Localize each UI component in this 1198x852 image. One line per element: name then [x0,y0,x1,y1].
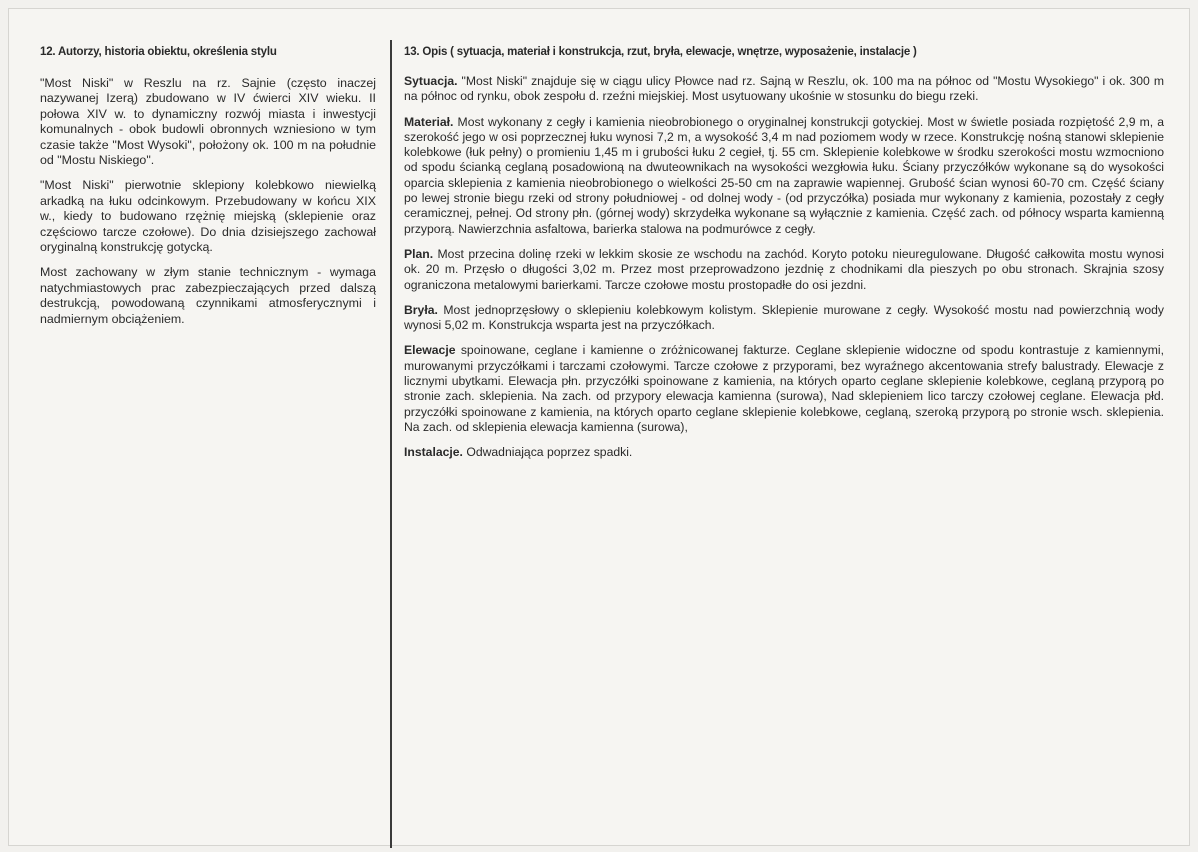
section-13-title: 13. Opis ( sytuacja, materiał i konstrukcja, rzut, bryła, elewacje, wnętrze, wyposażenie, instalacje ) [404,46,917,58]
situation-paragraph [404,74,1164,105]
history-paragraph-3: Most zachowany w złym stanie technicznym - wymaga natychmiastowych prac zabezpieczających przed dalszą destrukcją, powodowaną czynnikami atmosferycznymi i nadmiernym obciążeniem. [40,265,376,326]
section-12-title: 12. Autorzy, historia obiektu, określenia stylu [40,46,277,58]
elevations-text: spoinowane, ceglane i kamienne o zróżnicowanej fakturze. Ceglane sklepienie widoczne od spodu kontrastuje z kamiennymi, murowanymi przyczółkami i tarczami czołowymi. Tarcze czołowe z przyporami, bez wyraźnego akcentowania strefy balustrady. Elewacje z licznymi ubytkami. Elewacja płn. przyczółki spoinowane z kamienia, na których oparto ceglane sklepienie kolebkowe, ceglaną przyporą po stronie zach. sklepienia. Na zach. od przypory elewacja kamienna (surowa), Nad sklepieniem lico tarczy czołowej ceglane. Elewacja płd. przyczółki spoinowane z kamienia, na których oparto ceglane sklepienie kolebkowe, ceglaną, szeroką przyporą po stronie wsch. sklepienia. Na zach. od sklepienia elewacja kamienna (surowa), [404,343,1164,434]
installations-lead: Instalacje. [404,445,463,460]
situation-text: "Most Niski" znajduje się w ciągu ulicy Płowce nad rz. Sajną w Reszlu, ok. 100 ma na północ od "Mostu Wysokiego" i ok. 300 m na północ od rynku, obok zespołu d. rzeźni miejskiej. Most usytuowany ukośnie w stosunku do biegu rzeki. [404,74,1164,104]
plan-paragraph [404,247,1164,293]
form-lead: Bryła. [404,302,438,317]
installations-text: Odwadniająca poprzez spadki. [462,445,633,460]
column-divider [390,40,392,848]
history-paragraph-1: "Most Niski" w Reszlu na rz. Sajnie (często inaczej nazywanej Izerą) zbudowano w IV ćwierci XIV wieku. II połowa XIV w. to dynamiczny rozwój miasta i inwestycji komunalnych - obok budowli obronnych wzniesiono w tym czasie także "Most Wysoki", położony ok. 100 m na południe od "Mostu Niskiego". [40,76,376,168]
material-text: Most wykonany z cegły i kamienia nieobrobionego o oryginalnej konstrukcji gotyckiej. Most w świetle posiada rozpiętość 2,9 m, a szerokość jego w osi poprzecznej łuku wynosi 7,2 m, a wysokość 3,4 m nad poziomem wody w rzece. Konstrukcję nośną stanowi sklepienie kolebkowe (łuk pełny) o promieniu 1,45 m i grubości łuku 2 cegieł, tj. 55 cm. Sklepienie kolebkowe w środku szerokości mostu wzmocniono od spodu ścianką ceglaną posadowioną na dwuteownikach na wysokości wezgłowia łuku. Ściany przyczółków wykonane są do wysokości oparcia sklepienia z kamienia nieobrobionego o wielkości 25-50 cm na zaprawie wapiennej. Grubość ścian wynosi 60-70 cm. Część ściany po lewej stronie biegu rzeki od strony południowej - od dolnej wody - (od przyczółka) posiada mur wykonany z kamienia, pozostały z cegły ceramicznej, pełnej. Od strony płn. (górnej wody) skrzydełka wykonane są wyłącznie z kamienia. Część zach. od północy wsparta kamienną przyporą. Nawierzchnia asfaltowa, barierka stalowa na podmurówce z cegły. [404,114,1164,236]
left-column [40,46,376,337]
plan-text: Most przecina dolinę rzeki w lekkim skosie ze wschodu na zachód. Koryto potoku nieuregulowane. Długość całkowita mostu wynosi ok. 20 m. Przęsło o długości 3,02 m. Przez most przeprowadzono jezdnię z chodnikami dla pieszych po obu stronach. Skrajnia szosy ograniczona metalowymi barierkami. Tarcze czołowe mostu prostopadłe do osi jezdni. [404,246,1164,292]
installations-paragraph [404,445,1164,460]
history-paragraph-2: "Most Niski" pierwotnie sklepiony kolebkowo niewielką arkadką na łuku odcinkowym. Przebudowany w końcu XIX w., kiedy to budowano rzężnię miejską (sklepienie oraz częściowo tarcze czołowe). Do dnia dzisiejszego zachował oryginalną konstrukcję gotycką. [40,178,376,255]
plan-lead: Plan. [404,246,434,261]
elevations-paragraph [404,343,1164,435]
form-text: Most jednoprzęsłowy o sklepieniu kolebkowym kolistym. Sklepienie murowane z cegły. Wysokość mostu nad powierzchnią wody wynosi 5,02 m. Konstrukcja wsparta jest na przyczółkach. [404,302,1164,333]
material-lead: Materiał. [404,114,454,129]
right-column [404,46,1164,471]
elevations-lead: Elewacje [404,343,456,358]
form-paragraph [404,303,1164,334]
situation-lead: Sytuacja. [404,74,458,88]
material-paragraph [404,115,1164,237]
